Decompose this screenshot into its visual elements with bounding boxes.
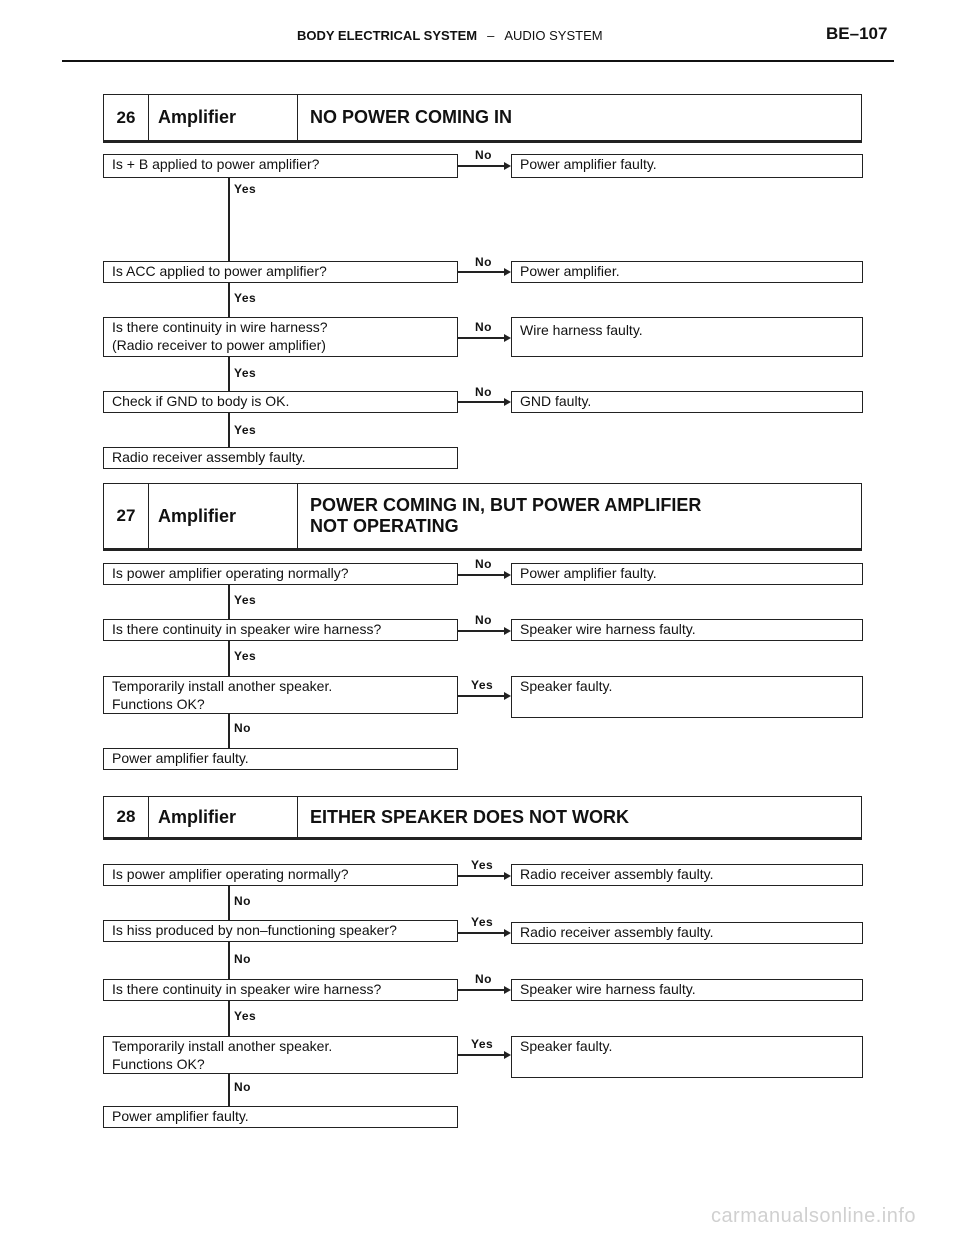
yes-label: Yes	[234, 1009, 257, 1023]
subsection-name: AUDIO SYSTEM	[504, 28, 603, 43]
result-text: Radio receiver assembly faulty.	[112, 449, 306, 465]
connector-line	[228, 641, 230, 676]
arrow-right-icon	[504, 268, 511, 276]
s26-end	[103, 447, 458, 469]
result-text: Speaker faulty.	[520, 678, 613, 694]
s26-result-1	[511, 154, 863, 178]
question-text: Is power amplifier operating normally?	[112, 565, 349, 581]
section-component: Amplifier	[148, 95, 298, 140]
connector-line	[228, 413, 230, 447]
no-label: No	[475, 613, 492, 627]
s28-question-4	[103, 1036, 458, 1074]
arrow-right-icon	[504, 929, 511, 937]
result-text: Speaker wire harness faulty.	[520, 981, 696, 997]
result-text: Speaker faulty.	[520, 1038, 613, 1054]
s27-end	[103, 748, 458, 770]
no-label: No	[475, 557, 492, 571]
connector-line	[458, 932, 505, 934]
s27-question-1	[103, 563, 458, 585]
section-26-header	[103, 94, 862, 143]
s27-result-2	[511, 619, 863, 641]
result-text: Radio receiver assembly faulty.	[520, 924, 714, 940]
arrow-right-icon	[504, 986, 511, 994]
yes-label: Yes	[471, 1037, 494, 1051]
s28-result-4	[511, 1036, 863, 1078]
section-number: 26	[104, 95, 149, 140]
arrow-right-icon	[504, 872, 511, 880]
s28-end	[103, 1106, 458, 1128]
s26-result-4	[511, 391, 863, 413]
question-text: Is there continuity in wire harness?	[112, 319, 328, 335]
no-label: No	[234, 1080, 251, 1094]
section-28-header	[103, 796, 862, 840]
no-label: No	[234, 952, 251, 966]
question-text: Temporarily install another speaker.	[112, 1038, 333, 1054]
question-text: Is ACC applied to power amplifier?	[112, 263, 327, 279]
watermark: carmanualsonline.info	[710, 1205, 916, 1227]
connector-line	[228, 357, 230, 391]
connector-line	[228, 178, 230, 261]
result-text: Radio receiver assembly faulty.	[520, 866, 714, 882]
s27-result-3	[511, 676, 863, 718]
s28-result-3	[511, 979, 863, 1001]
arrow-right-icon	[504, 571, 511, 579]
section-title	[310, 484, 861, 548]
s26-question-4	[103, 391, 458, 413]
question-text: Temporarily install another speaker.	[112, 678, 333, 694]
result-text: Power amplifier faulty.	[112, 750, 249, 766]
s28-question-2	[103, 920, 458, 942]
question-text: Functions OK?	[112, 696, 205, 712]
yes-label: Yes	[234, 423, 257, 437]
section-number: 27	[104, 484, 149, 548]
page-number: BE–107	[826, 24, 888, 43]
section-title-line: NOT OPERATING	[310, 516, 459, 536]
s28-result-1	[511, 864, 863, 886]
connector-line	[458, 337, 505, 339]
arrow-right-icon	[504, 627, 511, 635]
section-name: BODY ELECTRICAL SYSTEM	[297, 28, 478, 43]
connector-line	[458, 574, 505, 576]
connector-line	[458, 875, 505, 877]
arrow-right-icon	[504, 1051, 511, 1059]
arrow-right-icon	[504, 162, 511, 170]
connector-line	[228, 1074, 230, 1106]
s26-result-3	[511, 317, 863, 357]
connector-line	[458, 989, 505, 991]
yes-label: Yes	[234, 649, 257, 663]
arrow-right-icon	[504, 334, 511, 342]
arrow-right-icon	[504, 398, 511, 406]
section-component: Amplifier	[148, 797, 298, 837]
question-text: (Radio receiver to power amplifier)	[112, 337, 326, 353]
yes-label: Yes	[471, 858, 494, 872]
s26-question-3	[103, 317, 458, 357]
yes-label: Yes	[471, 678, 494, 692]
no-label: No	[234, 721, 251, 735]
page-header-title	[297, 28, 603, 43]
question-text: Is there continuity in speaker wire harness?	[112, 981, 382, 997]
connector-line	[228, 1001, 230, 1036]
question-text: Is hiss produced by non–functioning speaker?	[112, 922, 397, 938]
no-label: No	[475, 972, 492, 986]
s28-question-3	[103, 979, 458, 1001]
s26-question-1	[103, 154, 458, 178]
header-separator: –	[487, 28, 495, 43]
connector-line	[458, 401, 505, 403]
connector-line	[458, 630, 505, 632]
connector-line	[228, 942, 230, 979]
section-component: Amplifier	[148, 484, 298, 548]
s27-question-2	[103, 619, 458, 641]
no-label: No	[475, 385, 492, 399]
section-number: 28	[104, 797, 149, 837]
section-title-line: POWER COMING IN, BUT POWER AMPLIFIER	[310, 495, 702, 515]
yes-label: Yes	[234, 182, 257, 196]
question-text: Check if GND to body is OK.	[112, 393, 290, 409]
yes-label: Yes	[234, 366, 257, 380]
connector-line	[458, 695, 505, 697]
connector-line	[228, 714, 230, 748]
yes-label: Yes	[471, 915, 494, 929]
result-text: Speaker wire harness faulty.	[520, 621, 696, 637]
result-text: Wire harness faulty.	[520, 322, 643, 338]
section-27-header	[103, 483, 862, 551]
s28-result-2	[511, 922, 863, 944]
connector-line	[228, 585, 230, 619]
connector-line	[458, 1054, 505, 1056]
result-text: Power amplifier faulty.	[112, 1108, 249, 1124]
connector-line	[228, 886, 230, 920]
result-text: Power amplifier.	[520, 263, 620, 279]
section-title: EITHER SPEAKER DOES NOT WORK	[310, 806, 630, 827]
question-text: Functions OK?	[112, 1056, 205, 1072]
s26-result-2	[511, 261, 863, 283]
result-text: Power amplifier faulty.	[520, 156, 657, 172]
result-text: Power amplifier faulty.	[520, 565, 657, 581]
no-label: No	[475, 255, 492, 269]
s27-result-1	[511, 563, 863, 585]
no-label: No	[234, 894, 251, 908]
connector-line	[228, 283, 230, 317]
connector-line	[458, 165, 505, 167]
question-text: Is + B applied to power amplifier?	[112, 156, 320, 172]
s26-question-2	[103, 261, 458, 283]
yes-label: Yes	[234, 291, 257, 305]
header-rule	[62, 60, 894, 62]
question-text: Is power amplifier operating normally?	[112, 866, 349, 882]
s28-question-1	[103, 864, 458, 886]
no-label: No	[475, 148, 492, 162]
connector-line	[458, 271, 505, 273]
section-title: NO POWER COMING IN	[310, 107, 512, 127]
arrow-right-icon	[504, 692, 511, 700]
no-label: No	[475, 320, 492, 334]
yes-label: Yes	[234, 593, 257, 607]
question-text: Is there continuity in speaker wire harness?	[112, 621, 382, 637]
s27-question-3	[103, 676, 458, 714]
result-text: GND faulty.	[520, 393, 592, 409]
